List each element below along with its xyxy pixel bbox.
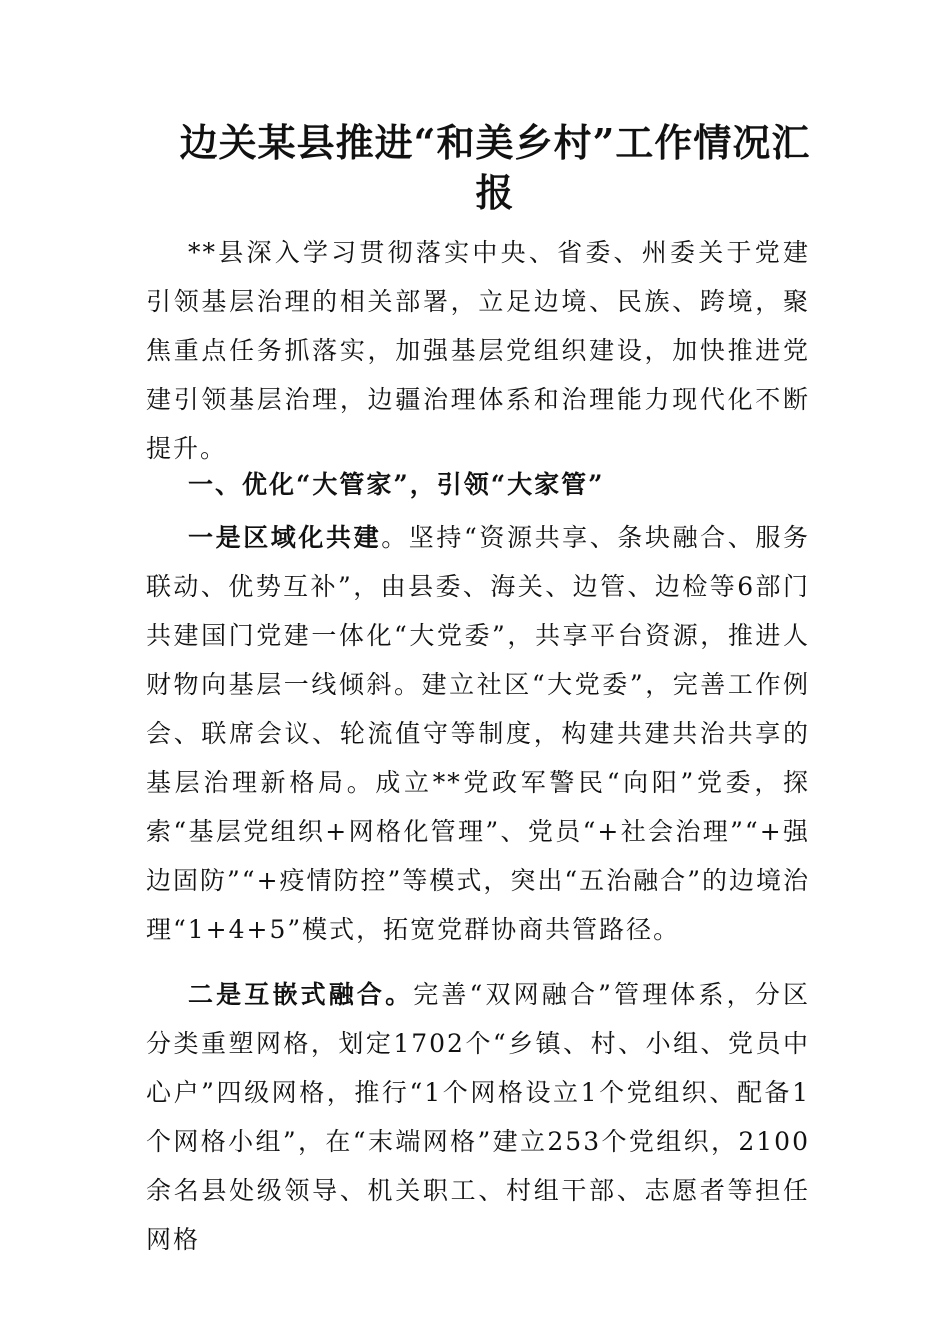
title-line-1: 边关某县推进“和美乡村”工作情况汇 — [179, 120, 811, 165]
item-1-text: 。坚持“资源共享、条块融合、服务联动、优势互补”，由县委、海关、边管、边检等6部门共建国门党建一体化“大党委”，共享平台资源，推进人财物向基层一线倾斜。建立社区“大党委”，完善工作例会、联席会议、轮流值守等制度，构建共建共治共享的基层治理新格局。成立**党政军警民“向阳”党委，探索“基层党组织+网格化管理”、党员“+社会治理”“+强边固防”“+疫情防控”等模式，突出“五治融合”的边境治理“1+4+5”模式，拓宽党群协商共管路径。 — [146, 523, 810, 944]
item-1-lead: 一是区域化共建 — [188, 523, 382, 552]
title-line-2: 报 — [475, 170, 515, 215]
item-2-lead: 二是互嵌式融合。 — [188, 980, 414, 1009]
paragraph-item-1 — [146, 513, 810, 954]
document-title — [150, 118, 840, 218]
intro-paragraph: **县深入学习贯彻落实中央、省委、州委关于党建引领基层治理的相关部署，立足边境、民族、跨境，聚焦重点任务抓落实，加强基层党组织建设，加快推进党建引领基层治理，边疆治理体系和治理能力现代化不断提升。 — [146, 238, 810, 463]
section-heading-1: 一、优化“大管家”，引领“大家管” — [188, 470, 605, 499]
item-2-text: 完善“双网融合”管理体系，分区分类重塑网格，划定1702个“乡镇、村、小组、党员中心户”四级网格，推行“1个网格设立1个党组织、配备1个网格小组”，在“末端网格”建立253个党组织，2100余名县处级领导、机关职工、村组干部、志愿者等担任网格 — [146, 980, 810, 1254]
paragraph-item-2 — [146, 970, 810, 1264]
